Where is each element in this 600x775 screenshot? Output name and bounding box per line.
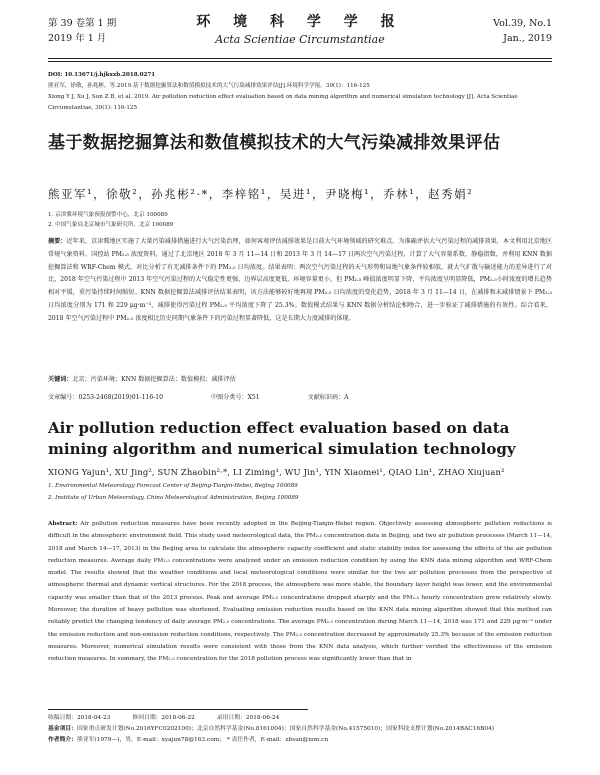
header-date-en: Jan., 2019 bbox=[503, 33, 552, 44]
citation-cn: 熊亚军，徐敬，孙兆彬，等.2019.基于数据挖掘算法和数值模拟技术的大气污染减排效果评估[J].环境科学学报，39(1)：116-125 bbox=[48, 83, 370, 89]
header-rule-thin bbox=[48, 61, 552, 62]
journal-name-cn: 环 境 科 学 学 报 bbox=[196, 14, 404, 30]
article-number: 文章编号：0253-2468(2019)01-116-10 bbox=[48, 394, 164, 401]
accepted-date: 录用日期：2018-06-24 bbox=[216, 715, 280, 721]
classification-line bbox=[48, 392, 552, 401]
abstract-en-label: Abstract: bbox=[48, 521, 78, 527]
funding-text: 国家重点研发计划(No.2016YFC0202100)；北京自然科学基金(No.8161004)；国家自然科学基金(No.41575010)；国家科技支撑计划(No.2014BAC16B04) bbox=[77, 726, 495, 732]
document-code: 文献标识码：A bbox=[307, 394, 349, 401]
keywords-cn bbox=[48, 374, 552, 383]
abstract-cn bbox=[48, 236, 552, 326]
affiliations-cn bbox=[48, 210, 552, 230]
citation-en: Xiong Y J, Xu J, Sun Z B, et al. 2019. Air pollution reduction effect evaluation based on data mining algorithm and numerical simulation technology [J]. Acta Scientiae Circumstantiae, 39(1): 116-125 bbox=[48, 94, 518, 111]
title-en: Air pollution reduction effect evaluation based on data mining algorithm and numerical simulation technology bbox=[48, 419, 516, 458]
journal-name-en: Acta Scientiae Circumstantiae bbox=[215, 33, 385, 46]
header-rule-thick bbox=[48, 58, 552, 59]
affiliation-en-1: 1. Environmental Meteorology Forecast Center of Beijing-Tianjin-Hebei, Beijing 100089 bbox=[48, 483, 298, 489]
footnote-rule bbox=[48, 709, 308, 710]
authors-cn: 熊亚军¹，徐敬²，孙兆彬²·*，李梓铭¹，吴进¹，尹晓梅¹，乔林¹，赵秀娟² bbox=[48, 187, 474, 201]
footnote-funding bbox=[48, 724, 552, 735]
abstract-en-text: Air pollution reduction measures have been recently adopted in the Beijing-Tianjin-Hebei region. Objectively assessing atmospheric pollution reductions is difficult in the atmospheric environment field. This study used meteorological data, the PM₂.₅ concentration data in Beijing, and two air pollution processes (March 11—14, 2018 and March 14—17, 2013) in the Beijing area to calculate the atmospheric capacity coefficient and static stability index for assessing the effects of the air pollution reduction measures. Average daily PM₂.₅ concentrations were analyzed under an emission reduction condition by using the KNN data mining algorithm and WRF-Chem model. The results showed that the weather conditions and local meteorological conditions were similar for the two air pollution processes from the perspective of atmospheric thermal and dynamic vertical structures. For the 2018 process, the atmosphere was more stable, the boundary layer height was lower, and the environmental capacity was smaller than that of the 2013 process. Peak and average PM₂.₅ concentrations dropped sharply and the PM₂.₅ hourly concentration grew relatively slowly. Moreover, the duration of heavy pollution was shortened. Evaluating emission reduction results based on the KNN data mining algorithm showed that this method can reliably predict the changing tendency of daily average PM₂.₅ concentrations. The average PM₂.₅ concentration during March 11—14, 2018 was 171 and 229 μg·m⁻³ under the emission reduction and non-emission reduction conditions, respectively. The PM₂.₅ concentration decreased by approximately 25.3% because of the emission reduction measures. Moreover, numerical simulation results were consistent with those from the KNN data analysis, which further verified the effectiveness of the emission reduction measures. In summary, the PM₂.₅ concentration for the 2018 pollution process was significantly lower than that in bbox=[48, 521, 552, 663]
affiliation-cn-1: 1. 京津冀环境气象预报预警中心，北京 100089 bbox=[48, 212, 168, 218]
bio-label: 作者简介： bbox=[48, 737, 77, 743]
doi: DOI: 10.13671/j.hjkxxb.2018.0271 bbox=[48, 72, 156, 78]
header-issue-cn: 第 39 卷第 1 期 bbox=[48, 18, 117, 29]
header-center bbox=[48, 12, 552, 48]
footnote-bio bbox=[48, 735, 552, 746]
affiliation-cn-2: 2. 中国气象局北京城市气象研究所，北京 100089 bbox=[48, 222, 174, 228]
revised-date: 修回日期：2018-06-22 bbox=[132, 715, 195, 721]
keywords-cn-text: 北京；污染环境；KNN 数据挖掘算法；数值模拟；减排评估 bbox=[72, 376, 236, 383]
corresponding-author: * 责任作者，E-mail：zbsun@ium.cn bbox=[226, 737, 329, 743]
clc-number: 中图分类号：X51 bbox=[211, 394, 260, 401]
footnote-dates bbox=[48, 713, 552, 724]
running-header bbox=[48, 12, 552, 58]
footnotes bbox=[48, 713, 552, 746]
bio-text: 熊亚军(1979—)，男，E-mail：xyajun78@163.com； bbox=[77, 737, 225, 743]
authors-en: XIONG Yajun¹, XU Jing², SUN Zhaobin²·*, LI Ziming¹, WU Jin¹, YIN Xiaomei¹, QIAO Lin¹, ZHAO Xiujuan² bbox=[48, 467, 505, 477]
abstract-cn-label: 摘要： bbox=[48, 238, 67, 245]
received-date: 收稿日期：2018-04-23 bbox=[48, 715, 111, 721]
header-volume-en: Vol.39, No.1 bbox=[493, 18, 552, 29]
title-cn: 基于数据挖掘算法和数值模拟技术的大气污染减排效果评估 bbox=[48, 133, 501, 153]
funding-label: 基金项目： bbox=[48, 726, 77, 732]
affiliation-en-2: 2. Institute of Urban Meteorology, China Meteorological Administration, Beijing 100089 bbox=[48, 495, 299, 501]
header-right bbox=[493, 16, 552, 46]
abstract-en bbox=[48, 518, 552, 666]
keywords-cn-label: 关键词： bbox=[48, 376, 73, 383]
header-date-cn: 2019 年 1 月 bbox=[48, 33, 107, 44]
abstract-cn-text: 近年来，京津冀地区实施了大量污染减排措施进行大气污染治理，如何客观评估减排效果是目前大气环境领域的研究难点。为准确评估大气污染过程的减排效果，本文利用北京地区常规气象资料、国控站 PM₂.₅ 浓度资料，通过了北京地区 2018 年 3 月 11—14 日和 2013 年 3 月 14—17 日两次空气污染过程，计算了大气容量系数、静稳指数，并利用 KNN 数据挖掘算法和 WRF-Chem 模式，对比分析了有无减排条件下的 PM₂.₅ 日均浓度。结果表明：两次空气污染过程的天气形势和局地气象条件较相似，就大气扩散与输送能力的差异进行了对比，2018 年空气污染过程中 2013 年空气污染过程的大气稳定性更强，边界层高度更低，环境容量更小，但 PM₂.₅ 峰值浓度明显下降，平均浓度呈明显降低，PM₂.₅小时浓度的增长趋势相对平缓，重污染持续时间缩短。KNN 数据挖掘算法减排评估结果表明，该方法能够较好地再现 PM₂.₅ 日均浓度的变化趋势，2018 年 3 月 11—14 日，在减排和未减排情景下 PM₂.₅ 日均浓度分别为 171 和 229 μg·m⁻³，减排使得污染过程 PM₂.₅ 平均浓度下降了 25.3%。数值模式结果与 KNN 数据分析结论相吻合，进一步验证了减排措施的有效性。综合看来，2018 年空气污染过程中 PM₂.₅ 浓度相比历史同期气象条件下的污染过程显著降低，这是长期大力度减排的体现。 bbox=[48, 238, 553, 322]
citation-block bbox=[48, 70, 552, 114]
